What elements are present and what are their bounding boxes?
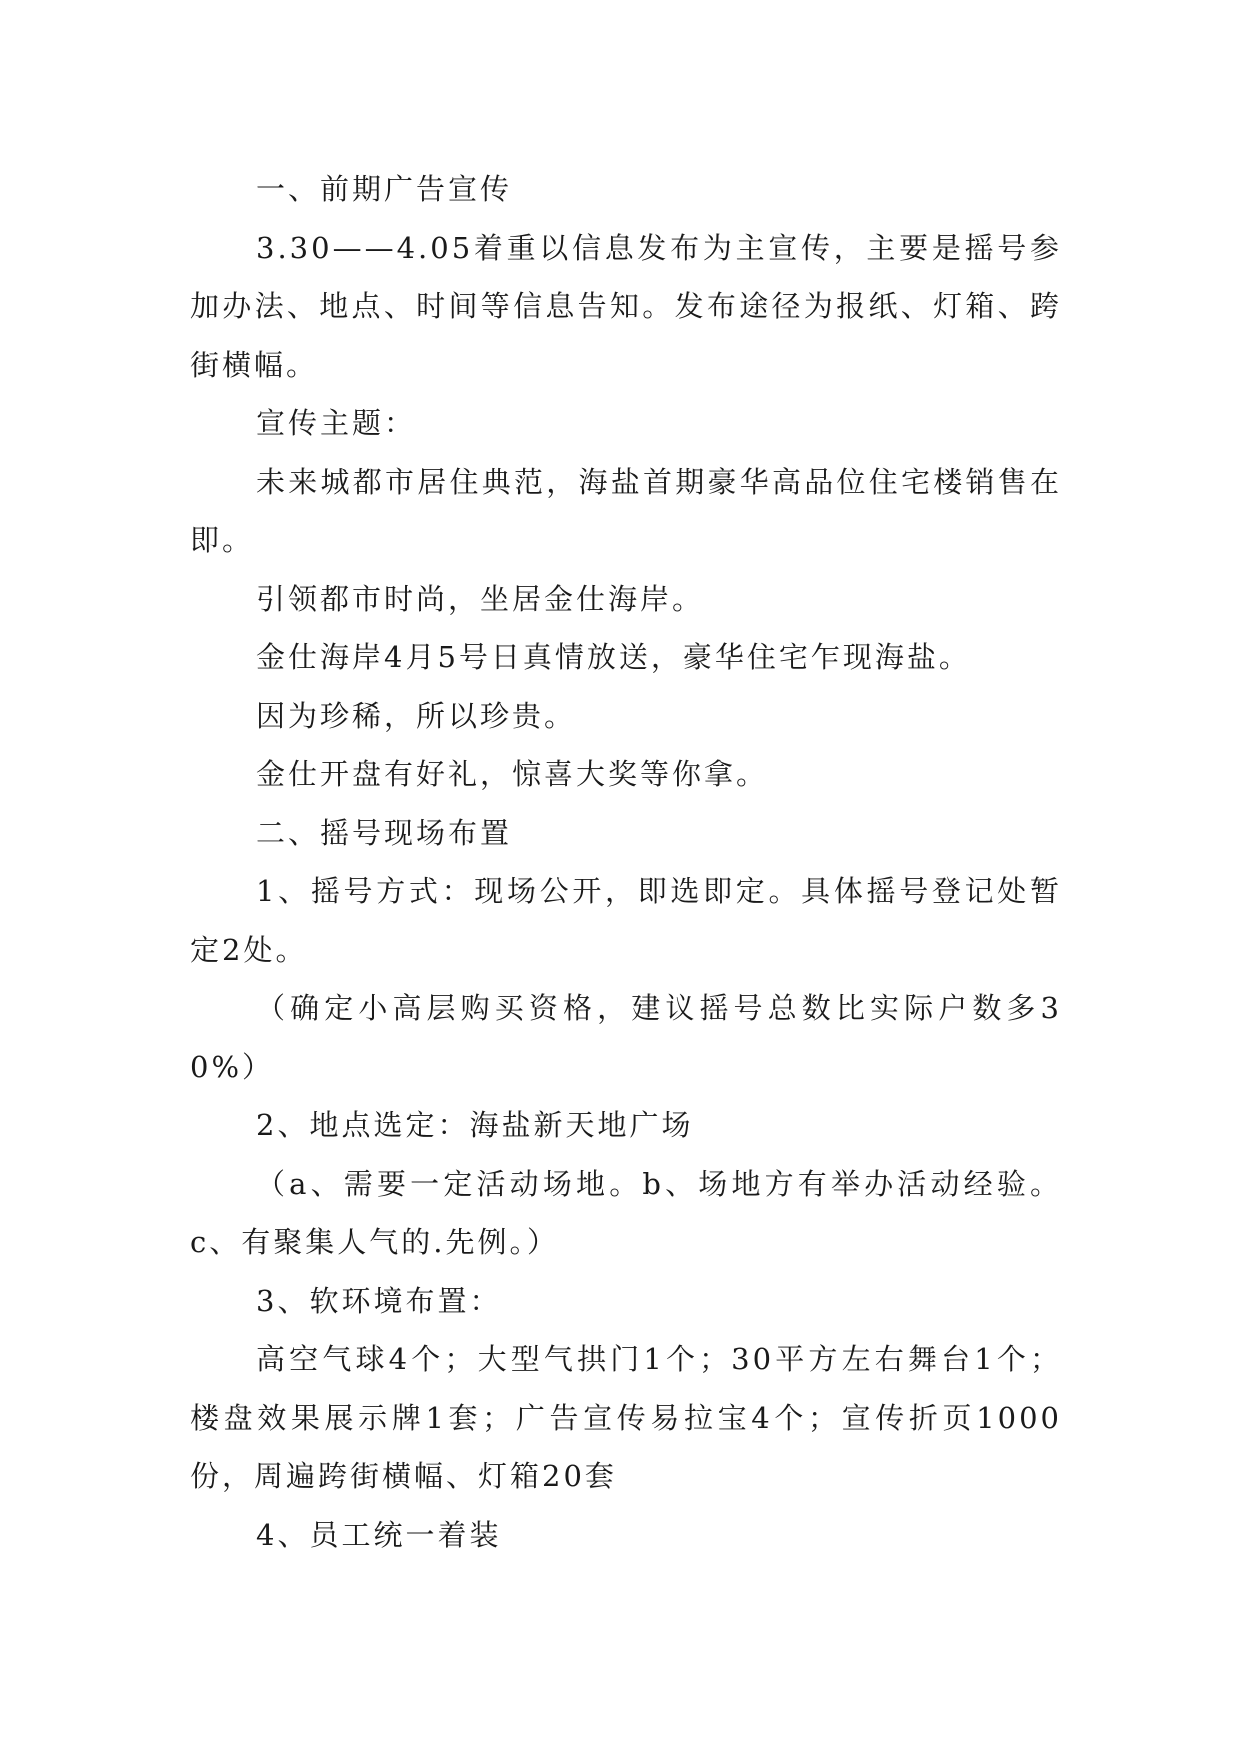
paragraph-location-note: （a、需要一定活动场地。b、场地方有举办活动经验。c、有聚集人气的.先例。） — [190, 1166, 1062, 1259]
paragraph-lottery-note: （确定小高层购买资格，建议摇号总数比实际户数多30%） — [190, 991, 1062, 1084]
section-heading-venue-setup: 二、摇号现场布置 — [256, 815, 513, 850]
paragraph-slogan-4: 因为珍稀，所以珍贵。 — [256, 698, 577, 733]
paragraph-environment-items: 高空气球4个；大型气拱门1个；30平方左右舞台1个；楼盘效果展示牌1套；广告宣传易拉宝4个；宣传折页1000份，周遍跨街横幅、灯箱20套 — [190, 1342, 1062, 1493]
paragraph-slogan-2: 引领都市时尚，坐居金仕海岸。 — [256, 581, 705, 616]
document-body — [190, 160, 1062, 1564]
paragraph-publicity-schedule: 3.30——4.05着重以信息发布为主宣传，主要是摇号参加办法、地点、时间等信息告知。发布途径为报纸、灯箱、跨街横幅。 — [190, 230, 1062, 382]
paragraph-slogan-5: 金仕开盘有好礼，惊喜大奖等你拿。 — [256, 757, 769, 791]
paragraph-slogan-1: 未来城都市居住典范，海盐首期豪华高品位住宅楼销售在即。 — [190, 464, 1062, 557]
paragraph-environment-label: 3、软环境布置： — [256, 1283, 502, 1318]
paragraph-slogan-3: 金仕海岸4月5号日真情放送，豪华住宅乍现海盐。 — [256, 640, 971, 674]
paragraph-theme-label: 宣传主题： — [256, 406, 417, 440]
section-heading-advertising: 一、前期广告宣传 — [256, 172, 513, 206]
paragraph-location: 2、地点选定：海盐新天地广场 — [256, 1108, 694, 1142]
paragraph-staff-uniform: 4、员工统一着装 — [256, 1517, 502, 1552]
paragraph-lottery-method: 1、摇号方式：现场公开，即选即定。具体摇号登记处暂定2处。 — [190, 874, 1062, 967]
